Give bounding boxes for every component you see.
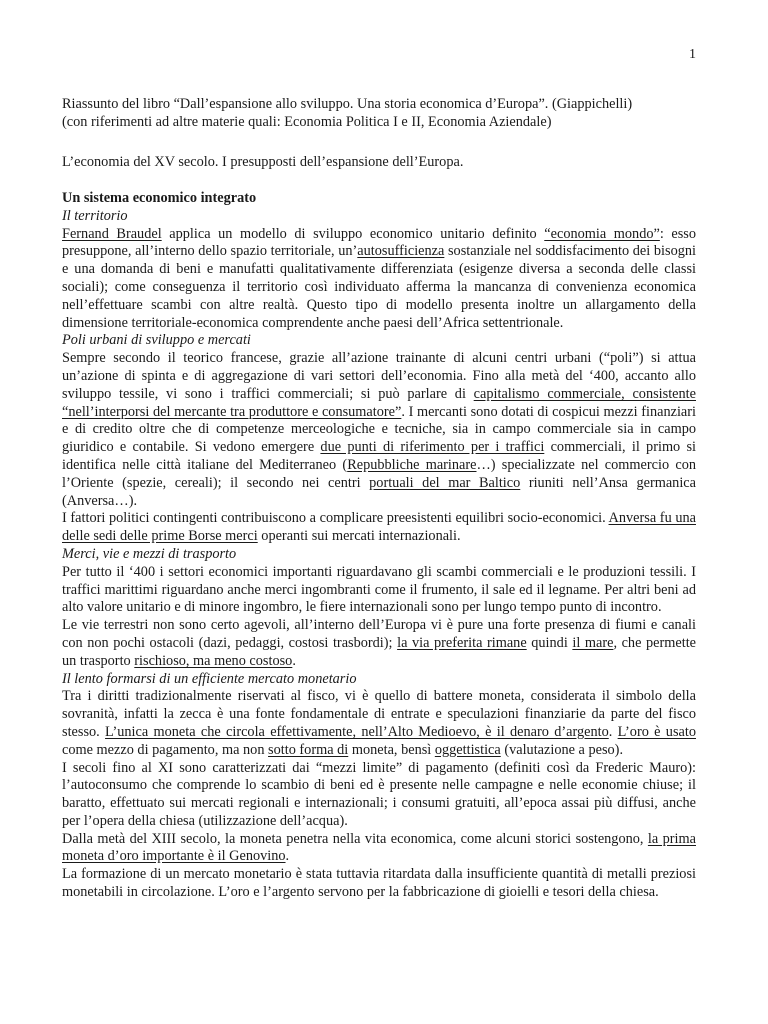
- paragraph-merci-1: Per tutto il ‘400 i settori economici importanti riguardavano gli scambi commerciali e le produzioni tessili. I traffici marittimi riguardano anche merci ingombranti come il frumento, il sale ed il legname. Per altri beni ad alto valore unitario e di minore ingombro, le fiere internazionali sono per lungo tempo punto di incontro.: [62, 563, 696, 616]
- paragraph-poli-2: I fattori politici contingenti contribuiscono a complicare preesistenti equilibri socio-economici. Anversa fu una delle sedi delle prime Borse merci operanti sui mercati internazionali.: [62, 510, 696, 545]
- underlined-text: Repubbliche marinare: [347, 456, 477, 473]
- page-number: 1: [689, 47, 696, 62]
- underlined-text: “economia mondo”: [544, 225, 660, 242]
- title-block: [62, 96, 696, 132]
- underlined-text: portuali del mar Baltico: [369, 474, 521, 491]
- underlined-text: sotto forma di: [268, 741, 349, 758]
- paragraph-merci-2: Le vie terrestri non sono certo agevoli, all’interno dell’Europa vi è pure una forte presenza di fiumi e canali con non pochi ostacoli (dazi, pedaggi, costosi trasbordi); la via preferita rimane quindi il mare, che permette un trasporto rischioso, ma meno costoso.: [62, 617, 697, 669]
- underlined-text: la prima moneta d’oro importante è il Genovino: [62, 830, 696, 865]
- chapter-title: L’economia del XV secolo. I presupposti dell’espansione dell’Europa.: [62, 154, 464, 170]
- paragraph-territorio: Fernand Braudel applica un modello di sviluppo economico unitario definito “economia mondo”: esso presuppone, all’interno dello spazio territoriale, un’autosufficienza sostanziale nel soddisfacimento dei bisogni e una domanda di beni e manufatti qualitativamente differenziata (esigenze diversa a seconda delle classi sociali); come conseguenza il territorio così individuato afferma la mancanza di convenienza economica nell’effettuare scambi con altre realtà. Questo tipo di modello presenta inoltre un allargamento della dimensione territoriale-economica comprendente anche paesi dell’Africa settentrionale.: [62, 225, 697, 331]
- subsection-title-mercato: Il lento formarsi di un efficiente mercato monetario: [62, 670, 357, 687]
- underlined-text: oggettistica: [434, 741, 501, 758]
- underlined-text: rischioso, ma meno costoso: [134, 652, 293, 669]
- underlined-text: capitalismo commerciale, consistente: [473, 385, 696, 402]
- document-body: [62, 190, 696, 902]
- title-line-1: Riassunto del libro “Dall’espansione allo sviluppo. Una storia economica d’Europa”. (Giappichelli): [62, 96, 633, 112]
- paragraph-mercato-2: I secoli fino al XI sono caratterizzati dai “mezzi limite” di pagamento (definiti così da Frederic Mauro): l’autoconsumo che comprende lo scambio di beni ed è presente nelle campagne e nelle economie chiuse; il baratto, effettuato sui mercati regionali e internazionali; i consumi gratuiti, all’epoca assai più diffusi, anche per l’opera della chiesa (utilizzazione dell’acqua).: [62, 759, 696, 829]
- underlined-text: il mare: [572, 634, 614, 651]
- underlined-text: Fernand Braudel: [62, 225, 162, 242]
- paragraph-poli-1: Sempre secondo il teorico francese, grazie all’azione trainante di alcuni centri urbani (“poli”) si attua un’azione di spinta e di aggregazione di vari settori dell’economia. Fino alla metà del ‘400, accanto allo sviluppo tessile, vi sono i traffici commerciali; si può parlare di capitalismo commerciale, consistente “nell’interporsi del mercante tra produttore e consumatore”. I mercanti sono dotati di cospicui mezzi finanziari e di credito oltre che di competenze merceologiche e tecniche, sia in campo commerciale sia in campo giuridico e contabile. Si vedono emergere due punti di riferimento per i traffici commerciali, il primo si identifica nelle città italiane del Mediterraneo (Repubbliche marinare…) specializzate nel commercio con l’Oriente (spezie, cereali); il secondo nei centri portuali del mar Baltico riuniti nell’Ansa germanica (Anversa…).: [62, 350, 697, 509]
- underlined-text: “nell’interporsi del mercante tra produttore e consumatore”: [62, 403, 402, 420]
- section-heading: Un sistema economico integrato: [62, 190, 257, 206]
- paragraph-mercato-3: Dalla metà del XIII secolo, la moneta penetra nella vita economica, come alcuni storici sostengono, la prima moneta d’oro importante è il Genovino.: [62, 830, 696, 865]
- underlined-text: L’unica moneta che circola effettivamente, nell’Alto Medioevo, è il denaro d’argento: [105, 723, 609, 740]
- subsection-title-poli: Poli urbani di sviluppo e mercati: [62, 332, 251, 349]
- paragraph-mercato-4: La formazione di un mercato monetario è stata tuttavia ritardata dalla insufficiente quantità di metalli preziosi monetabili in circolazione. L’oro e l’argento servono per la fabbricazione di gioielli e tesori della chiesa.: [62, 866, 696, 901]
- underlined-text: L’oro è usato: [617, 723, 696, 740]
- title-line-2: (con riferimenti ad altre materie quali: Economia Politica I e II, Economia Aziendale): [62, 113, 552, 130]
- underlined-text: autosufficienza: [357, 243, 445, 260]
- paragraph-mercato-1: Tra i diritti tradizionalmente riservati al fisco, vi è quello di battere moneta, considerata il simbolo della sovranità, infatti la zecca è una fonte fondamentale di entrate e speculazioni finanziarie da parte del fisco stesso. L’unica moneta che circola effettivamente, nell’Alto Medioevo, è il denaro d’argento. L’oro è usato come mezzo di pagamento, ma non sotto forma di moneta, bensì oggettistica (valutazione a peso).: [62, 688, 696, 758]
- subsection-title-territorio: Il territorio: [62, 207, 128, 224]
- underlined-text: due punti di riferimento per i traffici: [320, 439, 545, 456]
- underlined-text: Anversa fu una delle sedi delle prime Borse merci: [62, 510, 696, 545]
- underlined-text: la via preferita rimane: [397, 634, 527, 651]
- subsection-title-merci: Merci, vie e mezzi di trasporto: [62, 545, 237, 562]
